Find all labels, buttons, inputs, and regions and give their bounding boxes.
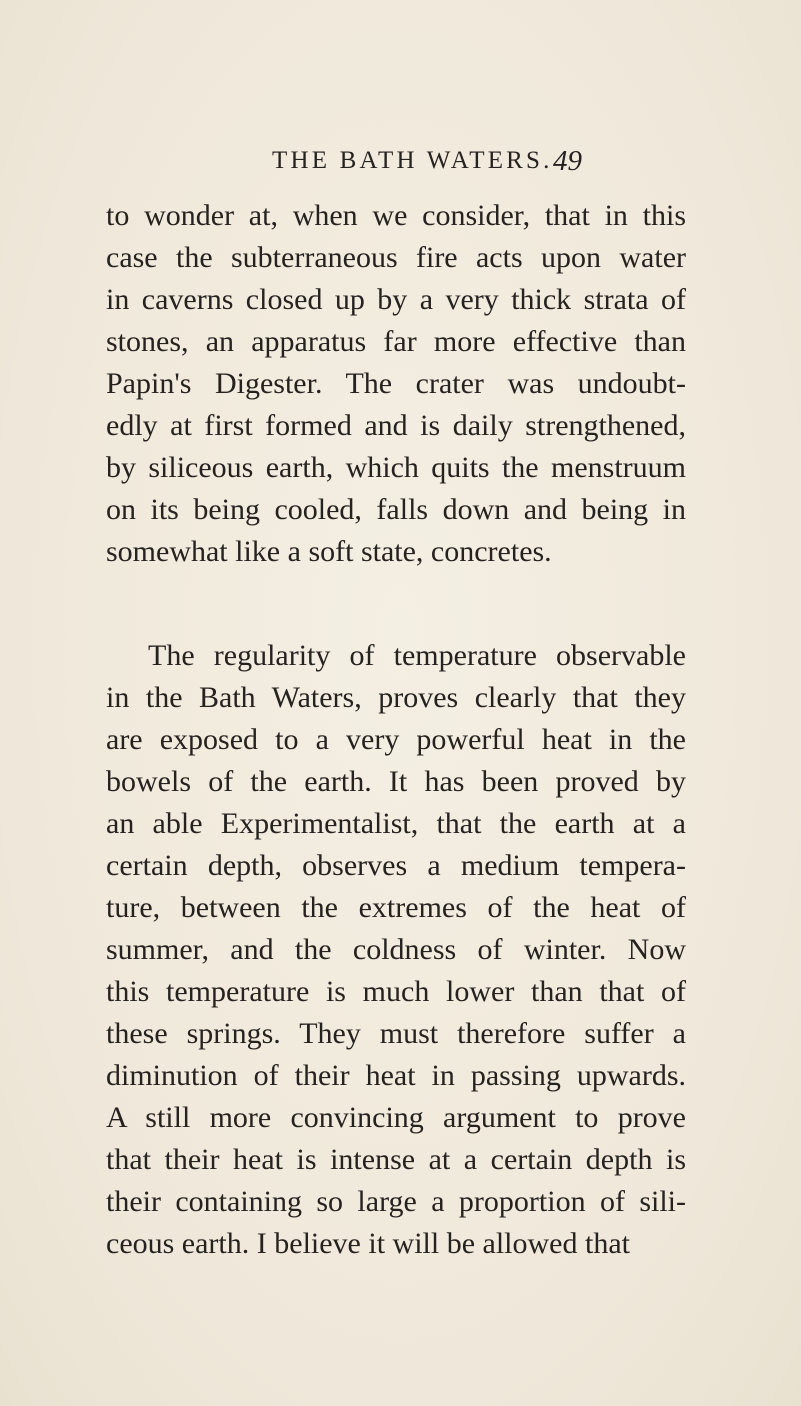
text-line: in the Bath Waters, proves clearly that they — [106, 681, 686, 714]
text-line: case the subterraneous fire acts upon water — [106, 241, 686, 274]
text-line: in caverns closed up by a very thick strata of — [106, 283, 686, 316]
text-line: are exposed to a very powerful heat in the — [106, 723, 686, 756]
paragraph-gap — [106, 573, 686, 635]
text-line: to wonder at, when we consider, that in this — [106, 199, 686, 232]
text-line: A still more convincing argument to prove — [106, 1101, 686, 1134]
text-line: their containing so large a proportion of sili- — [106, 1185, 686, 1218]
running-head: THE BATH WATERS. — [272, 147, 553, 174]
text-line: bowels of the earth. It has been proved by — [106, 765, 686, 798]
text-line: certain depth, observes a medium tempera- — [106, 849, 686, 882]
text-line: that their heat is intense at a certain depth is — [106, 1143, 686, 1176]
paragraph-1 — [106, 195, 686, 573]
text-line: on its being cooled, falls down and being in — [106, 493, 686, 526]
body-text — [106, 195, 686, 1265]
text-line: ture, between the extremes of the heat of — [106, 891, 686, 924]
text-line: an able Experimentalist, that the earth at a — [106, 807, 686, 840]
text-line: by siliceous earth, which quits the menstruum — [106, 451, 686, 484]
text-line: ceous earth. I believe it will be allowed that — [106, 1227, 630, 1260]
text-line: Papin's Digester. The crater was undoubt- — [106, 367, 686, 400]
text-line: this temperature is much lower than that of — [106, 975, 686, 1008]
text-line: somewhat like a soft state, concretes. — [106, 535, 552, 568]
text-line: The regularity of temperature observable — [148, 639, 686, 672]
paragraph-2 — [106, 635, 686, 1265]
text-line: these springs. They must therefore suffer a — [106, 1017, 686, 1050]
text-line: stones, an apparatus far more effective than — [106, 325, 686, 358]
text-line: edly at first formed and is daily strengthened, — [106, 409, 686, 442]
page-number: 49 — [553, 145, 582, 177]
text-line: summer, and the coldness of winter. Now — [106, 933, 686, 966]
text-line: diminution of their heat in passing upwards. — [106, 1059, 686, 1092]
page-header — [0, 143, 801, 183]
